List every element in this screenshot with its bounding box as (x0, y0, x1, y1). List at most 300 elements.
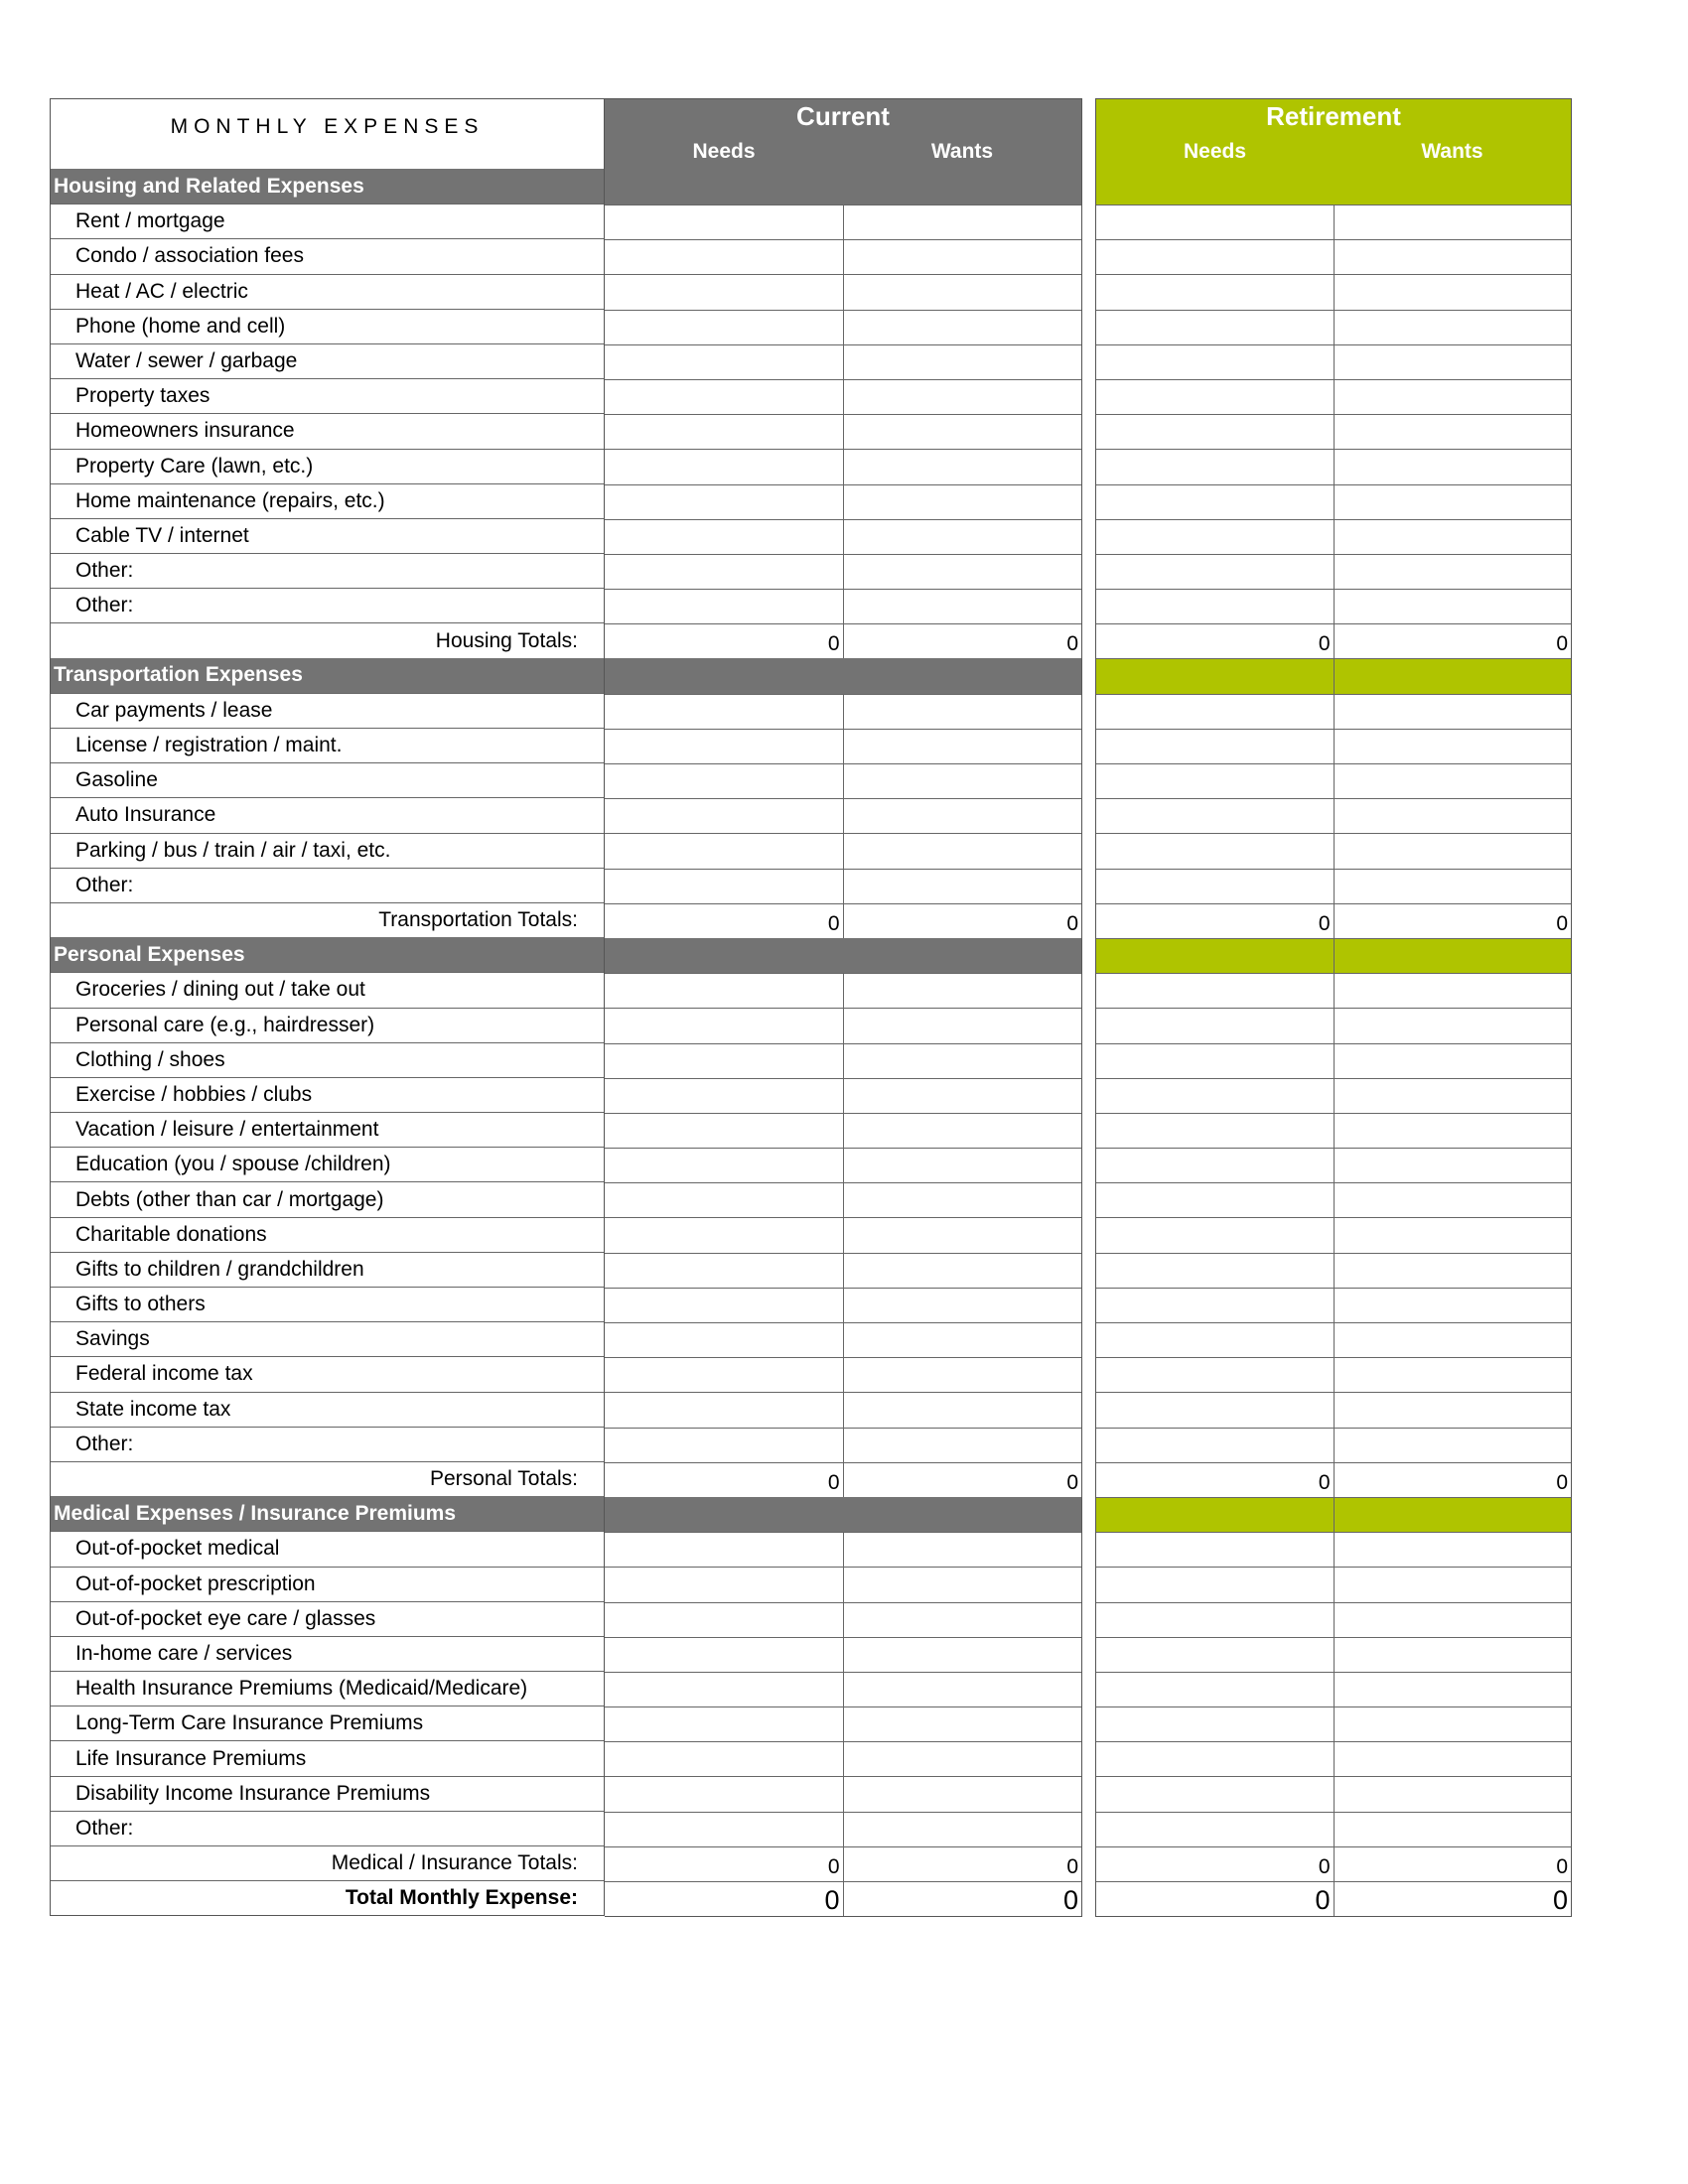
current-needs-header: Needs (692, 139, 756, 163)
current-wants-input-cell[interactable] (843, 1707, 1082, 1741)
entry-row (1096, 205, 1571, 239)
current-needs-cell: 0 (827, 1470, 840, 1494)
entry-row (1096, 1602, 1571, 1637)
retirement-subheader (1096, 134, 1571, 169)
retirement-wants-input-cell[interactable] (1334, 415, 1572, 449)
retirement-wants-input-cell[interactable] (1334, 799, 1572, 833)
retirement-needs-input-cell[interactable] (1096, 1254, 1334, 1288)
entry-row (605, 1322, 1081, 1357)
entry-row (605, 1776, 1081, 1811)
current-wants-input-cell[interactable] (843, 1044, 1082, 1078)
current-wants-input-cell[interactable] (843, 1603, 1082, 1637)
entry-row (605, 519, 1081, 554)
retirement-needs-input-cell[interactable] (1096, 834, 1334, 868)
entry-row (1096, 310, 1571, 344)
entry-row (1096, 729, 1571, 763)
retirement-wants-input-cell[interactable] (1334, 695, 1572, 729)
current-needs-input-cell[interactable] (605, 1638, 843, 1672)
retirement-wants-input-cell[interactable] (1334, 1393, 1572, 1427)
current-needs-input-cell[interactable] (605, 870, 843, 903)
entry-row (1096, 1392, 1571, 1427)
retirement-wants-input-cell[interactable] (1334, 1707, 1572, 1741)
entry-row (605, 1532, 1081, 1567)
current-wants-input-cell[interactable] (843, 695, 1082, 729)
retirement-needs-input-cell[interactable] (1096, 1079, 1334, 1113)
current-needs-input-cell[interactable] (605, 799, 843, 833)
current-wants-cell: 0 (843, 1463, 1082, 1497)
entry-row (1096, 1672, 1571, 1706)
current-subheader (605, 134, 1081, 169)
expense-item-label: Gifts to children / grandchildren (51, 1252, 604, 1287)
entry-row (1096, 1113, 1571, 1148)
current-needs-input-cell[interactable] (605, 974, 843, 1008)
retirement-wants-input-cell[interactable] (1334, 1114, 1572, 1148)
expense-item-label: Car payments / lease (51, 693, 604, 728)
retirement-wants-input-cell[interactable] (1334, 1079, 1572, 1113)
current-wants-input-cell[interactable] (843, 1533, 1082, 1567)
expense-item-label: Education (you / spouse /children) (51, 1147, 604, 1181)
current-wants-input-cell[interactable] (843, 415, 1082, 449)
expense-item-label: Phone (home and cell) (51, 309, 604, 343)
current-needs-input-cell[interactable] (605, 275, 843, 309)
current-wants-cell (843, 658, 1081, 693)
expense-item-label: Condo / association fees (51, 238, 604, 273)
section-header: Personal Expenses (51, 937, 604, 972)
retirement-wants-input-cell[interactable] (1334, 834, 1572, 868)
entry-row (1096, 519, 1571, 554)
entry-row (605, 869, 1081, 903)
current-wants-input-cell[interactable] (843, 1323, 1082, 1357)
entry-row (1096, 798, 1571, 833)
retirement-needs-input-cell[interactable] (1096, 450, 1334, 483)
retirement-wants-input-cell[interactable] (1334, 730, 1572, 763)
entry-row (605, 1672, 1081, 1706)
entry-row (605, 1113, 1081, 1148)
expense-item-label: Rent / mortgage (51, 204, 604, 238)
expense-item-label: Water / sewer / garbage (51, 343, 604, 378)
retirement-needs-input-cell[interactable] (1096, 520, 1334, 554)
current-wants-input-cell[interactable] (843, 1218, 1082, 1252)
retirement-needs-input-cell[interactable] (1096, 764, 1334, 798)
retirement-needs-input-cell[interactable] (1096, 1218, 1334, 1252)
entry-row (605, 1043, 1081, 1078)
retirement-wants-input-cell[interactable] (1334, 1183, 1572, 1217)
entry-row (1096, 1812, 1571, 1846)
expense-item-label: Out-of-pocket prescription (51, 1567, 604, 1601)
retirement-needs-cell (1096, 659, 1334, 693)
retirement-needs-input-cell[interactable] (1096, 1114, 1334, 1148)
retirement-wants-input-cell[interactable] (1334, 1044, 1572, 1078)
retirement-wants-input-cell[interactable] (1334, 1009, 1572, 1042)
expense-item-label: State income tax (51, 1392, 604, 1427)
expense-item-label: Groceries / dining out / take out (51, 972, 604, 1007)
entry-row (1096, 1043, 1571, 1078)
retirement-wants-input-cell[interactable] (1334, 485, 1572, 519)
expense-item-label: Federal income tax (51, 1356, 604, 1391)
entry-row (605, 1253, 1081, 1288)
current-wants-input-cell[interactable] (843, 240, 1082, 274)
entry-row (1096, 1288, 1571, 1322)
retirement-needs-input-cell[interactable] (1096, 1429, 1334, 1462)
current-wants-input-cell[interactable] (843, 870, 1082, 903)
current-wants-input-cell[interactable] (843, 1254, 1082, 1288)
current-needs-input-cell[interactable] (605, 205, 843, 239)
retirement-wants-input-cell[interactable] (1334, 764, 1572, 798)
current-needs-input-cell[interactable] (605, 1009, 843, 1042)
current-wants-input-cell[interactable] (843, 1429, 1082, 1462)
current-needs-input-cell[interactable] (605, 1568, 843, 1601)
entry-row (1096, 694, 1571, 729)
current-needs-input-cell[interactable] (605, 1114, 843, 1148)
entry-row (605, 239, 1081, 274)
retirement-wants-input-cell[interactable] (1334, 1568, 1572, 1601)
retirement-wants-input-cell[interactable] (1334, 1429, 1572, 1462)
current-wants-input-cell[interactable] (843, 799, 1082, 833)
entry-row (605, 1288, 1081, 1322)
entry-row (1096, 763, 1571, 798)
entry-row (605, 1182, 1081, 1217)
current-needs-cell: 0 (827, 911, 840, 935)
retirement-needs-input-cell[interactable] (1096, 485, 1334, 519)
entry-row (605, 484, 1081, 519)
current-wants-input-cell[interactable] (843, 555, 1082, 589)
current-wants-input-cell[interactable] (843, 1183, 1082, 1217)
current-wants-input-cell[interactable] (843, 1079, 1082, 1113)
current-needs-input-cell[interactable] (605, 1079, 843, 1113)
current-wants-input-cell[interactable] (843, 345, 1082, 379)
current-wants-cell: 0 (843, 904, 1082, 938)
current-needs-input-cell[interactable] (605, 590, 843, 623)
retirement-needs-input-cell[interactable] (1096, 1183, 1334, 1217)
retirement-wants-input-cell[interactable] (1334, 380, 1572, 414)
current-needs-input-cell[interactable] (605, 834, 843, 868)
retirement-wants-cell: 0 (1334, 1463, 1572, 1497)
current-needs-cell: 0 (827, 632, 840, 656)
retirement-wants-input-cell[interactable] (1334, 1673, 1572, 1706)
retirement-needs-input-cell[interactable] (1096, 1603, 1334, 1637)
current-wants-input-cell[interactable] (843, 205, 1082, 239)
entry-row (1096, 1078, 1571, 1113)
current-needs-input-cell[interactable] (605, 1149, 843, 1182)
retirement-needs-input-cell[interactable] (1096, 1673, 1334, 1706)
current-wants-input-cell[interactable] (843, 1289, 1082, 1322)
current-needs-input-cell[interactable] (605, 240, 843, 274)
current-needs-input-cell[interactable] (605, 1742, 843, 1776)
totals-row (605, 1462, 1081, 1497)
entry-row (605, 763, 1081, 798)
retirement-needs-cell (1096, 1498, 1334, 1532)
retirement-needs-input-cell[interactable] (1096, 1044, 1334, 1078)
current-wants-input-cell[interactable] (843, 1009, 1082, 1042)
current-needs-input-cell[interactable] (605, 1533, 843, 1567)
retirement-needs-input-cell[interactable] (1096, 380, 1334, 414)
retirement-wants-cell: 0 (1334, 904, 1572, 938)
entry-row (605, 729, 1081, 763)
current-column-group (605, 98, 1082, 1917)
entry-row (1096, 1217, 1571, 1252)
retirement-needs-cell: 0 (1318, 1470, 1331, 1494)
current-wants-input-cell[interactable] (843, 1742, 1082, 1776)
retirement-wants-input-cell[interactable] (1334, 1289, 1572, 1322)
retirement-wants-cell (1334, 1498, 1572, 1532)
entry-row (1096, 1357, 1571, 1392)
current-wants-input-cell[interactable] (843, 1568, 1082, 1601)
retirement-needs-input-cell[interactable] (1096, 345, 1334, 379)
entry-row (605, 1602, 1081, 1637)
current-needs-input-cell[interactable] (605, 311, 843, 344)
current-needs-input-cell[interactable] (605, 1707, 843, 1741)
retirement-wants-input-cell[interactable] (1334, 275, 1572, 309)
entry-row (1096, 1637, 1571, 1672)
expense-item-label: Clothing / shoes (51, 1042, 604, 1077)
expense-item-label: Vacation / leisure / entertainment (51, 1112, 604, 1147)
section-total-label: Transportation Totals: (51, 902, 604, 937)
retirement-needs-input-cell[interactable] (1096, 311, 1334, 344)
entry-row (605, 449, 1081, 483)
entry-row (1096, 973, 1571, 1008)
retirement-wants-cell: 0 (1334, 624, 1572, 658)
retirement-needs-input-cell[interactable] (1096, 1568, 1334, 1601)
retirement-wants-input-cell[interactable] (1334, 205, 1572, 239)
entry-row (1096, 869, 1571, 903)
retirement-needs-input-cell[interactable] (1096, 415, 1334, 449)
current-wants-cell: 0 (843, 1847, 1082, 1881)
current-wants-input-cell[interactable] (843, 1673, 1082, 1706)
current-wants-input-cell[interactable] (843, 450, 1082, 483)
current-wants-input-cell[interactable] (843, 1813, 1082, 1846)
retirement-wants-input-cell[interactable] (1334, 1533, 1572, 1567)
totals-row (1096, 903, 1571, 938)
retirement-header-filler (1096, 169, 1571, 205)
current-wants-input-cell[interactable] (843, 764, 1082, 798)
current-wants-input-cell[interactable] (843, 590, 1082, 623)
current-needs-input-cell[interactable] (605, 1289, 843, 1322)
entry-row (1096, 484, 1571, 519)
entry-row (605, 1567, 1081, 1601)
current-needs-input-cell[interactable] (605, 485, 843, 519)
entry-row (1096, 1567, 1571, 1601)
current-header: Current (605, 99, 1081, 134)
current-needs-input-cell[interactable] (605, 380, 843, 414)
entry-row (605, 1217, 1081, 1252)
current-header-filler (605, 169, 1081, 205)
current-needs-input-cell[interactable] (605, 520, 843, 554)
retirement-needs-input-cell[interactable] (1096, 1638, 1334, 1672)
retirement-needs-input-cell[interactable] (1096, 1323, 1334, 1357)
expense-item-label: Long-Term Care Insurance Premiums (51, 1706, 604, 1740)
current-needs-input-cell[interactable] (605, 1358, 843, 1392)
entry-row (605, 1706, 1081, 1741)
retirement-needs-input-cell[interactable] (1096, 974, 1334, 1008)
entry-row (605, 379, 1081, 414)
entry-row (605, 1637, 1081, 1672)
totals-row (1096, 623, 1571, 658)
section-header-band (605, 658, 1081, 693)
current-wants-input-cell[interactable] (843, 1393, 1082, 1427)
retirement-needs-input-cell[interactable] (1096, 555, 1334, 589)
retirement-needs-input-cell[interactable] (1096, 1149, 1334, 1182)
entry-row (605, 1812, 1081, 1846)
retirement-wants-input-cell[interactable] (1334, 974, 1572, 1008)
retirement-wants-input-cell[interactable] (1334, 520, 1572, 554)
expense-item-label: Out-of-pocket eye care / glasses (51, 1601, 604, 1636)
current-wants-cell (843, 1497, 1081, 1532)
current-wants-input-cell[interactable] (843, 520, 1082, 554)
retirement-needs-input-cell[interactable] (1096, 1813, 1334, 1846)
section-header-band (605, 1497, 1081, 1532)
entry-row (605, 414, 1081, 449)
retirement-wants-input-cell[interactable] (1334, 1218, 1572, 1252)
retirement-wants-input-cell[interactable] (1334, 311, 1572, 344)
retirement-needs-input-cell[interactable] (1096, 1707, 1334, 1741)
entry-row (605, 1148, 1081, 1182)
section-header: Transportation Expenses (51, 658, 604, 693)
current-wants-input-cell[interactable] (843, 730, 1082, 763)
expense-item-label: Out-of-pocket medical (51, 1531, 604, 1566)
expense-item-label: Property Care (lawn, etc.) (51, 449, 604, 483)
current-wants-input-cell[interactable] (843, 974, 1082, 1008)
retirement-wants-input-cell[interactable] (1334, 1777, 1572, 1811)
retirement-wants-input-cell[interactable] (1334, 590, 1572, 623)
entry-row (605, 833, 1081, 868)
retirement-wants-input-cell[interactable] (1334, 1638, 1572, 1672)
retirement-wants-input-cell[interactable] (1334, 1603, 1572, 1637)
retirement-needs-input-cell[interactable] (1096, 275, 1334, 309)
current-needs-input-cell[interactable] (605, 1777, 843, 1811)
current-needs-input-cell[interactable] (605, 1603, 843, 1637)
current-needs-input-cell[interactable] (605, 345, 843, 379)
retirement-wants-cell: 0 (1334, 1847, 1572, 1881)
current-needs-input-cell[interactable] (605, 415, 843, 449)
expense-item-label: Personal care (e.g., hairdresser) (51, 1008, 604, 1042)
current-wants-input-cell[interactable] (843, 1777, 1082, 1811)
retirement-needs-header: Needs (1183, 139, 1247, 163)
current-wants-cell: 0 (843, 1882, 1082, 1916)
current-wants-input-cell[interactable] (843, 1358, 1082, 1392)
retirement-needs-input-cell[interactable] (1096, 1358, 1334, 1392)
retirement-needs-input-cell[interactable] (1096, 870, 1334, 903)
expense-item-label: Life Insurance Premiums (51, 1740, 604, 1775)
retirement-wants-input-cell[interactable] (1334, 450, 1572, 483)
retirement-wants-input-cell[interactable] (1334, 1323, 1572, 1357)
current-wants-header: Wants (930, 139, 994, 163)
current-needs-input-cell[interactable] (605, 1393, 843, 1427)
expense-item-label: Heat / AC / electric (51, 274, 604, 309)
retirement-needs-input-cell[interactable] (1096, 1742, 1334, 1776)
current-value-rows (605, 205, 1081, 1916)
entry-row (605, 694, 1081, 729)
retirement-wants-cell (1334, 939, 1572, 973)
retirement-wants-input-cell[interactable] (1334, 1149, 1572, 1182)
totals-row (1096, 1846, 1571, 1881)
retirement-needs-input-cell[interactable] (1096, 590, 1334, 623)
retirement-wants-input-cell[interactable] (1334, 240, 1572, 274)
retirement-needs-input-cell[interactable] (1096, 1289, 1334, 1322)
expense-item-label: Parking / bus / train / air / taxi, etc. (51, 833, 604, 868)
grand-total-label: Total Monthly Expense: (51, 1880, 604, 1915)
current-wants-input-cell[interactable] (843, 1114, 1082, 1148)
current-needs-input-cell[interactable] (605, 1673, 843, 1706)
retirement-wants-input-cell[interactable] (1334, 345, 1572, 379)
totals-row (605, 1881, 1081, 1916)
expense-item-label: Other: (51, 553, 604, 588)
retirement-wants-input-cell[interactable] (1334, 1813, 1572, 1846)
retirement-needs-input-cell[interactable] (1096, 695, 1334, 729)
current-needs-input-cell[interactable] (605, 1429, 843, 1462)
current-needs-input-cell[interactable] (605, 1183, 843, 1217)
current-wants-input-cell[interactable] (843, 485, 1082, 519)
current-needs-cell (605, 658, 843, 693)
entry-row (1096, 239, 1571, 274)
retirement-needs-input-cell[interactable] (1096, 730, 1334, 763)
retirement-wants-input-cell[interactable] (1334, 870, 1572, 903)
retirement-needs-cell: 0 (1318, 911, 1331, 935)
current-needs-input-cell[interactable] (605, 764, 843, 798)
section-header: Housing and Related Expenses (51, 169, 604, 204)
retirement-wants-input-cell[interactable] (1334, 1358, 1572, 1392)
current-needs-input-cell[interactable] (605, 450, 843, 483)
entry-row (1096, 1322, 1571, 1357)
current-wants-input-cell[interactable] (843, 1149, 1082, 1182)
entry-row (1096, 379, 1571, 414)
expense-item-label: In-home care / services (51, 1636, 604, 1671)
retirement-needs-input-cell[interactable] (1096, 799, 1334, 833)
expense-item-label: Other: (51, 868, 604, 902)
current-wants-input-cell[interactable] (843, 834, 1082, 868)
worksheet-title: MONTHLY EXPENSES (170, 115, 485, 138)
current-needs-input-cell[interactable] (605, 1044, 843, 1078)
expense-item-label: Homeowners insurance (51, 413, 604, 448)
current-wants-input-cell[interactable] (843, 1638, 1082, 1672)
retirement-wants-input-cell[interactable] (1334, 555, 1572, 589)
current-needs-cell: 0 (827, 1855, 840, 1878)
expense-item-label: Savings (51, 1321, 604, 1356)
current-needs-input-cell[interactable] (605, 1813, 843, 1846)
retirement-column-group (1095, 98, 1572, 1917)
retirement-wants-input-cell[interactable] (1334, 1742, 1572, 1776)
current-needs-input-cell[interactable] (605, 555, 843, 589)
retirement-needs-cell (1096, 939, 1334, 973)
current-needs-input-cell[interactable] (605, 1323, 843, 1357)
retirement-needs-input-cell[interactable] (1096, 1009, 1334, 1042)
current-needs-input-cell[interactable] (605, 1254, 843, 1288)
section-header-band (605, 938, 1081, 973)
retirement-wants-input-cell[interactable] (1334, 1254, 1572, 1288)
retirement-needs-input-cell[interactable] (1096, 1393, 1334, 1427)
current-wants-input-cell[interactable] (843, 275, 1082, 309)
current-needs-input-cell[interactable] (605, 730, 843, 763)
retirement-needs-input-cell[interactable] (1096, 240, 1334, 274)
totals-row (605, 623, 1081, 658)
expense-item-label: Health Insurance Premiums (Medicaid/Medicare) (51, 1671, 604, 1706)
retirement-header: Retirement (1096, 99, 1571, 134)
current-needs-input-cell[interactable] (605, 695, 843, 729)
current-wants-input-cell[interactable] (843, 311, 1082, 344)
expense-item-label: Home maintenance (repairs, etc.) (51, 483, 604, 518)
retirement-needs-input-cell[interactable] (1096, 1533, 1334, 1567)
current-needs-input-cell[interactable] (605, 1218, 843, 1252)
current-wants-cell: 0 (843, 624, 1082, 658)
retirement-needs-input-cell[interactable] (1096, 205, 1334, 239)
current-wants-input-cell[interactable] (843, 380, 1082, 414)
entry-row (605, 1078, 1081, 1113)
totals-row (605, 1846, 1081, 1881)
retirement-needs-input-cell[interactable] (1096, 1777, 1334, 1811)
entry-row (605, 344, 1081, 379)
entry-row (1096, 1706, 1571, 1741)
section-header: Medical Expenses / Insurance Premiums (51, 1496, 604, 1531)
entry-row (1096, 1428, 1571, 1462)
